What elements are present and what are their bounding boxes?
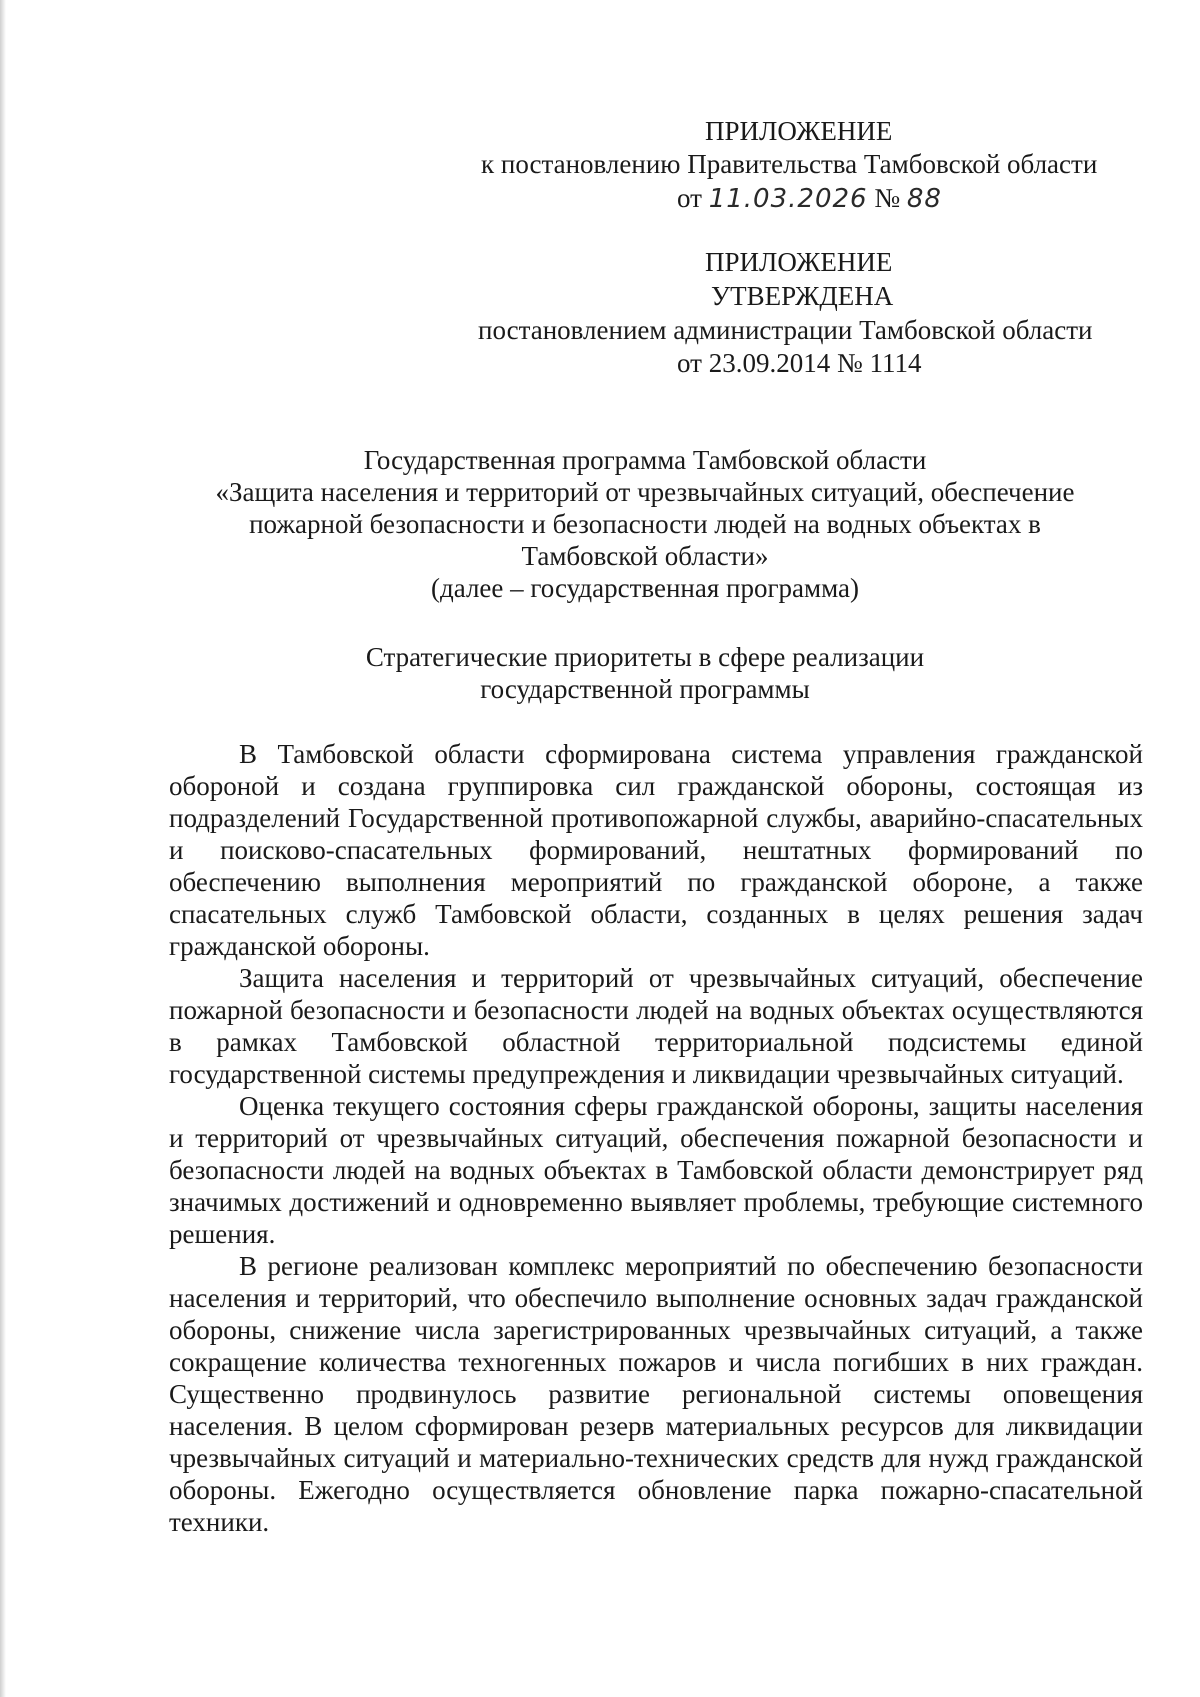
section-title	[160, 641, 1130, 705]
program-title-note: (далее – государственная программа)	[431, 573, 859, 603]
handwritten-date: 11.03.2026	[708, 184, 868, 214]
paragraph: В Тамбовской области сформирована система управления гражданской обороной и создана группировка сил гражданской обороны, состоящая из подразделений Государственной противопожарной службы, аварийно-спасательных и поисково-спасательных формирований, нештатных формирований по обеспечению выполнения мероприятий по гражданской обороне, а также спасательных служб Тамбовской области, созданных в целях решения задач гражданской обороны.	[169, 739, 1143, 961]
approved-by-line: постановлением администрации Тамбовской области	[478, 315, 1093, 345]
section-title-line: государственной программы	[480, 674, 810, 704]
appendix-heading: ПРИЛОЖЕНИЕ	[705, 116, 893, 146]
program-title	[160, 444, 1130, 604]
date-prefix: от	[677, 183, 702, 213]
appendix-resolution-line: к постановлению Правительства Тамбовской области	[481, 149, 1098, 179]
program-title-line: пожарной безопасности и безопасности людей на водных объектах в	[249, 509, 1041, 539]
paragraph: В регионе реализован комплекс мероприятий по обеспечению безопасности населения и территорий, что обеспечило выполнение основных задач гражданской обороны, снижение числа зарегистрированных чрезвычайных ситуаций, а также сокращение количества техногенных пожаров и числа погибших в них граждан. Существенно продвинулось развитие региональной системы оповещения населения. В целом сформирован резерв материальных ресурсов для ликвидации чрезвычайных ситуаций и материально-технических средств для нужд гражданской обороны. Ежегодно осуществляется обновление парка пожарно-спасательной техники.	[169, 1251, 1143, 1537]
program-title-line: Государственная программа Тамбовской области	[363, 445, 927, 475]
program-title-line: «Защита населения и территорий от чрезвычайных ситуаций, обеспечение	[215, 477, 1075, 507]
approved-date-line: от 23.09.2014 № 1114	[677, 348, 922, 378]
appendix-previous-heading: ПРИЛОЖЕНИЕ	[705, 247, 893, 277]
handwritten-number: 88	[906, 184, 942, 214]
approved-label: УТВЕРЖДЕНА	[711, 281, 894, 311]
section-title-line: Стратегические приоритеты в сфере реализации	[365, 642, 925, 672]
paragraph: Оценка текущего состояния сферы гражданской обороны, защиты населения и территорий от чрезвычайных ситуаций, обеспечения пожарной безопасности и безопасности людей на водных объектах в Тамбовской области демонстрирует ряд значимых достижений и одновременно выявляет проблемы, требующие системного решения.	[169, 1091, 1143, 1249]
body-text	[169, 738, 1143, 1538]
scan-edge	[0, 0, 6, 1697]
appendix-date-line	[677, 181, 942, 216]
paragraph: Защита населения и территорий от чрезвычайных ситуаций, обеспечение пожарной безопасности и безопасности людей на водных объектах осуществляются в рамках Тамбовской областной территориальной подсистемы единой государственной системы предупреждения и ликвидации чрезвычайных ситуаций.	[169, 963, 1143, 1089]
number-sign: №	[874, 183, 901, 213]
program-title-line: Тамбовской области»	[521, 541, 769, 571]
